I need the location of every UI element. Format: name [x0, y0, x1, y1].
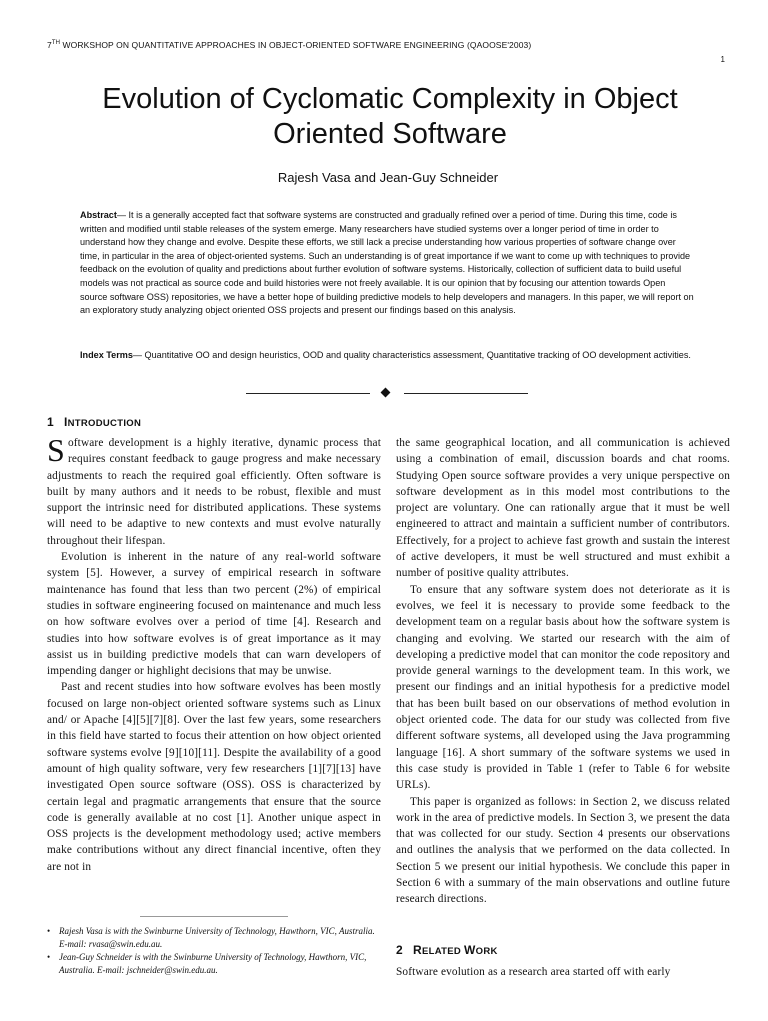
footnote-rule: [140, 916, 288, 917]
paragraph: To ensure that any software system does not deteriorate as it is evolves, we feel it is necessary to provide some feedback to the development team on a regular basis about how the software system is changing and evolving. We started our research with the aim of developing a predictive model that can monitor the code repository and provide general warnings to the development team. In this work, we present our findings and an initial hypothesis for a predictive model that has been built based on our observations of method evolution in object oriented code. The data for our study was collected from five different software systems, all developed using the Java programming language [16]. A short summary of the software systems we used in this case study is provided in Table 1 (refer to Table 6 for website URLs).: [396, 583, 730, 792]
index-terms-text: Quantitative OO and design heuristics, OOD and quality characteristics assessment, Quantitative tracking of OO development activities.: [144, 350, 691, 360]
index-terms-label: Index Terms: [80, 350, 133, 360]
title-line-2: Oriented Software: [273, 118, 507, 150]
diamond-icon: [381, 388, 391, 398]
separator-line-left: [246, 393, 370, 394]
paragraph: This paper is organized as follows: in Section 2, we discuss related work in the area of predictive models. In Section 3, we present the data that was collected for our study. Section 4 presents our observations and outlines the analysis that we performed on the data collected. In Section 5 we present our initial hypothesis. We conclude this paper in Section 6 with a summary of the main observations and outline future research directions.: [396, 795, 730, 906]
paragraph: Software development is a highly iterative, dynamic process that requires constant feedback to gauge progress and make necessary adjustments to reach the required goal efficiently. Often software is built by many authors and it needs to be robust, flexible and must support the intrinsic need for distributed applications. These systems will need to be adaptive to new contexts and must evolve naturally throughout their lifespan.: [47, 432, 381, 547]
section-heading-introduction: 1 INTRODUCTION: [47, 415, 142, 429]
paragraph: the same geographical location, and all communication is achieved using a combination of email, discussion boards and chat rooms. Studying Open source software provides a very unique perspective on software development as in this model most contributions to the project are voluntary. One can rationally argue that it must be well engineered to attract and maintain a sufficient number of contributors. Effectively, for a project to achieve fast growth and sustain the interest of active developers, it must be well structured and must exhibit a number of positive quality attributes.: [396, 437, 730, 580]
abstract-text: It is a generally accepted fact that software systems are constructed and gradually refined over a period of time. During this time, code is written and modified until stable releases of the system emerge. Many researchers have studied systems over a longer period of time in order to understand how they change and evolve. Despite these efforts, we still lack a precise understanding how various properties of software change over time, in particular in the area of object-oriented systems. Such an understanding is of great importance if we want to come up with techniques to provide feedback on the evolution of quality and predictions about further evolution of software systems. Historically, collection of sufficient data to build useful models was not practical as source code and build histories were not freely available. It is our opinion that by focusing our attention towards Open source software OSS) repositories, we have a better hope of building predictive models to help developers and managers. In this paper, we will report on an exploratory study analyzing object oriented OSS projects and present our findings based on this analysis.: [80, 210, 694, 316]
abstract-label: Abstract: [80, 210, 117, 220]
title-line-1: Evolution of Cyclomatic Complexity in Object: [102, 83, 678, 115]
column-right: [396, 435, 730, 908]
running-head: 7TH WORKSHOP ON QUANTITATIVE APPROACHES IN OBJECT-ORIENTED SOFTWARE ENGINEERING (QAOOSE'2003): [47, 40, 532, 50]
paragraph: Past and recent studies into how software evolves has been mostly focused on large non-object oriented software systems such as Linux and/ or Apache [4][5][7][8]. Over the last few years, some researchers in this field have started to focus their attention on how object oriented software systems evolve [9][10][11]. Despite the availability of a good amount of high quality software, very few researchers [1][7][13] have investigated Open source software (OSS). OSS is characterized by certain legal and pragmatic arrangements that ensure that the source code is generally available at no cost [1]. Another unique aspect in OSS projects is the development methodology used; active members make contributions without any direct financial incentive, often they are not in: [47, 681, 381, 873]
column-left: [47, 432, 381, 875]
section-separator: [246, 386, 528, 400]
page-number: 1: [720, 55, 725, 64]
index-terms: Index Terms— Quantitative OO and design heuristics, OOD and quality characteristics assessment, Quantitative tracking of OO development activities.: [80, 350, 691, 360]
abstract: Abstract— It is a generally accepted fact that software systems are constructed and gradually refined over a period of time. During this time, code is written and modified until stable releases of the system emerge. Many researchers have studied systems over a longer period of time in order to understand how they change and evolve. Despite these efforts, we still lack a precise understanding how various properties of software change over time, in particular in the area of object-oriented systems. Such an understanding is of great importance if we want to come up with techniques to provide feedback on the evolution of quality and predictions about further evolution of software systems. Historically, collection of sufficient data to build useful models was not practical as source code and build histories were not freely available. It is our opinion that by focusing our attention towards Open source software OSS) repositories, we have a better hope of building predictive models to help developers and managers. In this paper, we will report on an exploratory study analyzing object oriented OSS projects and present our findings based on this analysis.: [80, 210, 694, 316]
drop-cap: S: [47, 432, 65, 468]
paragraph: Evolution is inherent in the nature of any real-world software system [5]. However, a survey of empirical research in software maintenance has found that less than two percent (2%) of empirical studies in software engineering focused on maintenance and much less on how software evolves over a period of time [4]. Research and studies into how software evolves is of great importance as it may assist us in building predictive models that can warn developers of impending danger or highlight decisions that may be unwise.: [47, 551, 381, 678]
related-work-paragraph: Software evolution as a research area started off with early: [396, 966, 671, 978]
paper-title: [40, 82, 740, 152]
separator-line-right: [404, 393, 528, 394]
footnote: • Rajesh Vasa is with the Swinburne University of Technology, Hawthorn, VIC, Australia. E-mail: rvasa@swin.edu.au.: [47, 926, 375, 949]
section-heading-related-work: 2 RELATED WORK: [396, 943, 498, 957]
footnote: • Jean-Guy Schneider is with the Swinburne University of Technology, Hawthorn, VIC, Australia. E-mail: jschneider@swin.edu.au.: [47, 952, 367, 975]
authors: Rajesh Vasa and Jean-Guy Schneider: [277, 170, 499, 185]
footnotes: [47, 925, 381, 977]
